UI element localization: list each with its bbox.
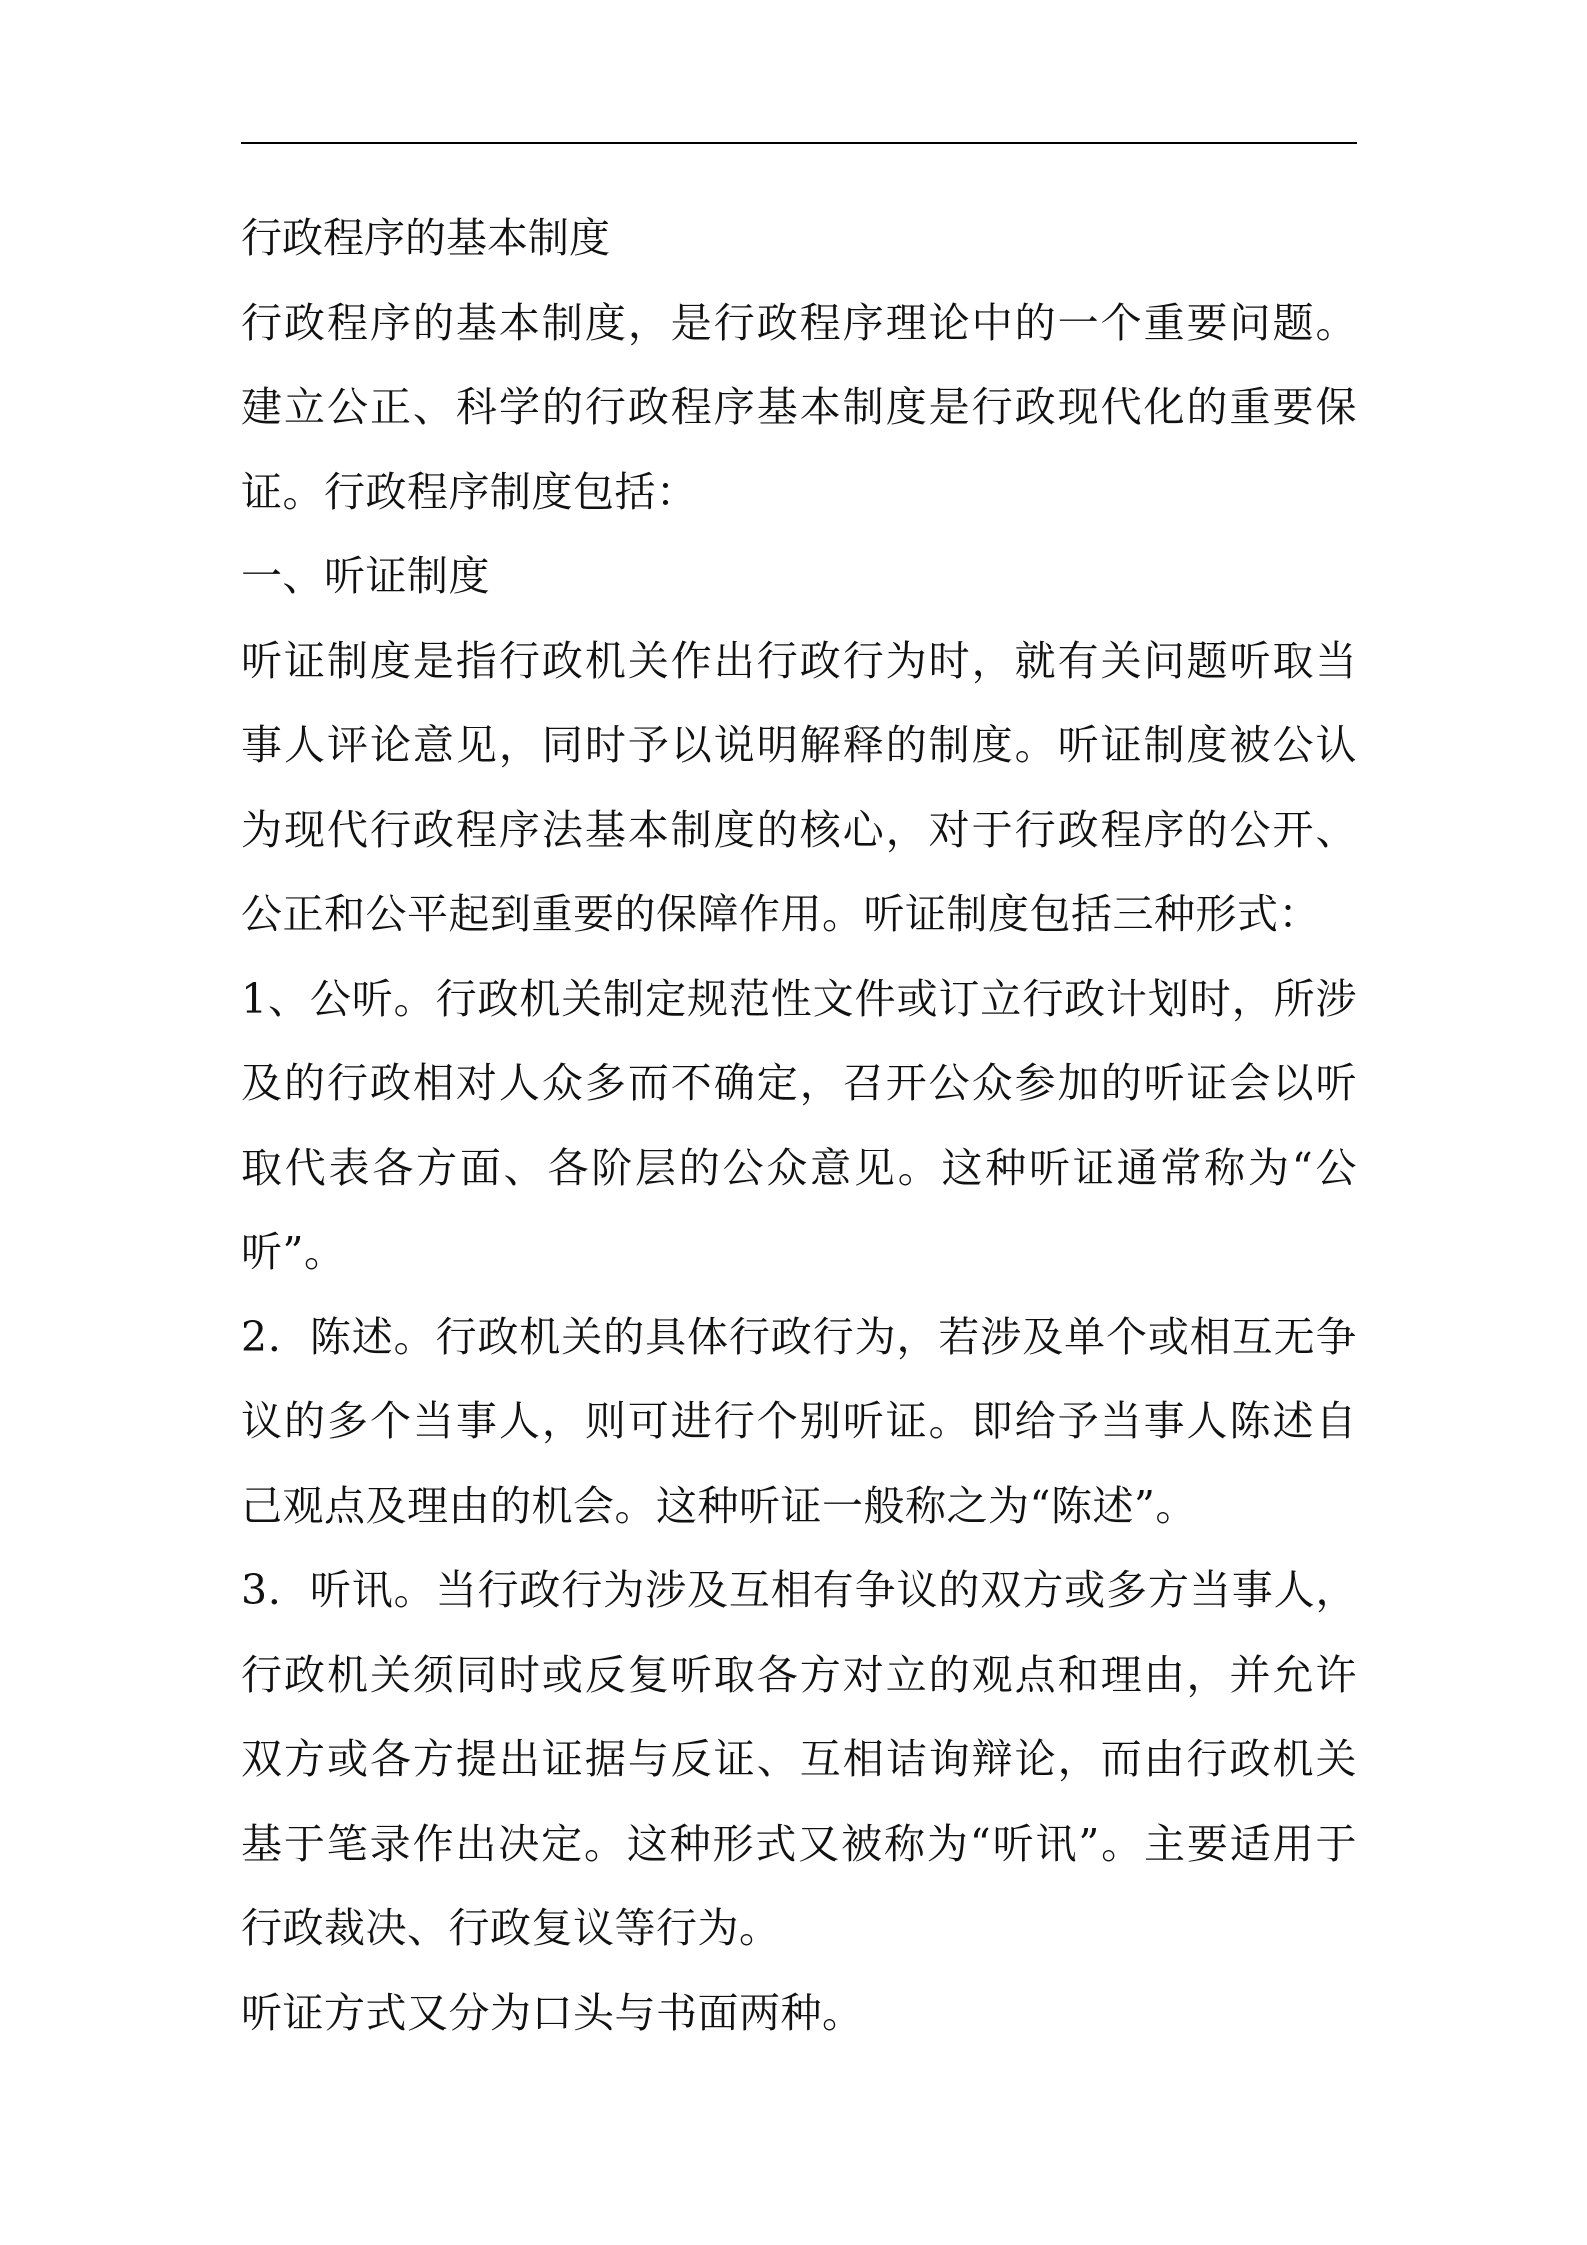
- hearing-methods-paragraph: 听证方式又分为口头与书面两种。: [241, 1988, 864, 2037]
- public-hearing-paragraph: 1、公听。行政机关制定规范性文件或订立行政计划时，所涉及的行政相对人众多而不确定，召开公众参加的听证会以听取代表各方面、各阶层的公众意见。这种听证通常称为“公听”。: [241, 974, 1357, 1276]
- document-body: [241, 196, 1357, 2055]
- statement-paragraph: 2．陈述。行政机关的具体行政行为，若涉及单个或相互无争议的多个当事人，则可进行个别听证。即给予当事人陈述自己观点及理由的机会。这种听证一般称之为“陈述”。: [241, 1312, 1357, 1530]
- document-title: 行政程序的基本制度: [241, 214, 610, 262]
- section-heading-hearing-system: 一、听证制度: [241, 552, 490, 600]
- interrogation-paragraph: 3．听讯。当行政行为涉及互相有争议的双方或多方当事人，行政机关须同时或反复听取各方对立的观点和理由，并允许双方或各方提出证据与反证、互相诘询辩论，而由行政机关基于笔录作出决定。这种形式又被称为“听讯”。主要适用于行政裁决、行政复议等行为。: [241, 1566, 1357, 1952]
- header-rule: [241, 142, 1357, 144]
- intro-paragraph: 行政程序的基本制度，是行政程序理论中的一个重要问题。建立公正、科学的行政程序基本制度是行政现代化的重要保证。行政程序制度包括：: [241, 298, 1357, 516]
- hearing-system-paragraph: 听证制度是指行政机关作出行政行为时，就有关问题听取当事人评论意见，同时予以说明解释的制度。听证制度被公认为现代行政程序法基本制度的核心，对于行政程序的公开、公正和公平起到重要的保障作用。听证制度包括三种形式：: [241, 636, 1357, 938]
